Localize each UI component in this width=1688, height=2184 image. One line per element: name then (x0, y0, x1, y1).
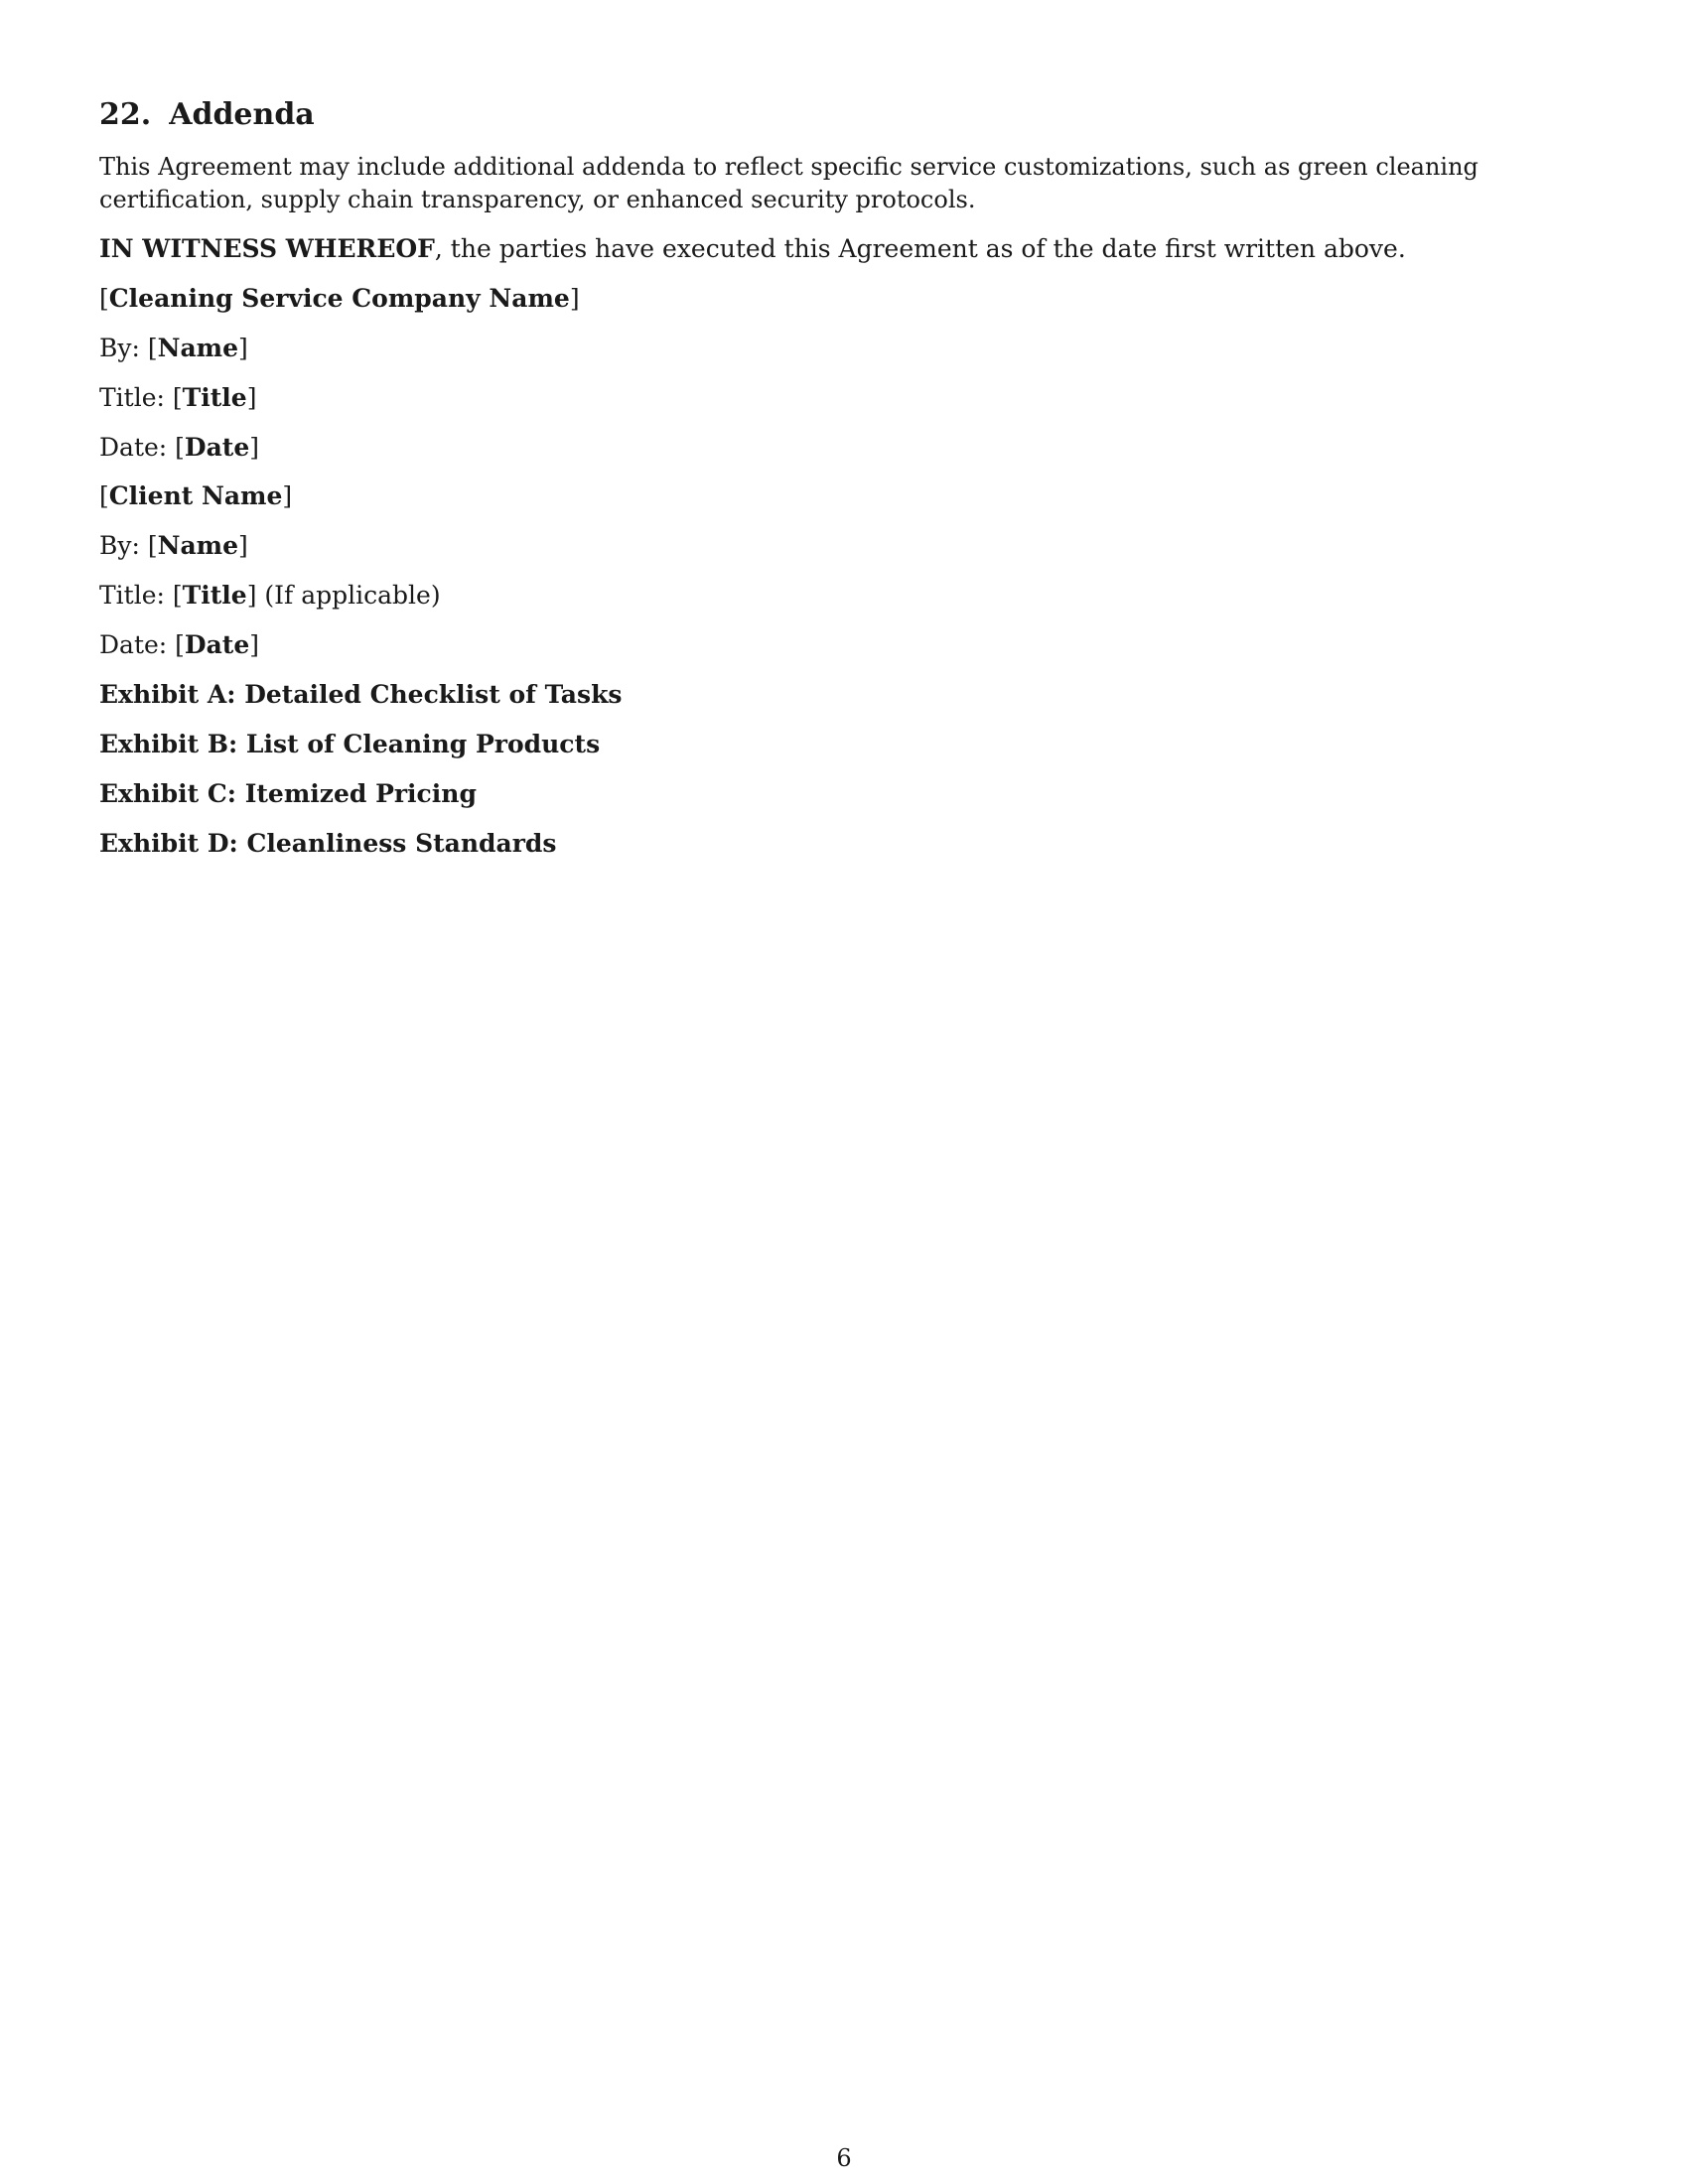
client-title-line: Title: [Title] (If applicable) (99, 581, 441, 610)
company-title-value: Title (182, 383, 247, 412)
exhibit-a: Exhibit A: Detailed Checklist of Tasks (99, 680, 623, 709)
client-by-line: By: [Name] (99, 531, 248, 560)
addenda-paragraph: This Agreement may include additional addenda to reflect specific service customizations, such as green cleaning certification, supply chain transparency, or enhanced security protocols. (99, 153, 1478, 213)
company-title-line: Title: [Title] (99, 383, 257, 412)
company-name-line: [Cleaning Service Company Name] (99, 284, 580, 313)
page-number: 6 (836, 2144, 852, 2172)
client-date-label: Date: (99, 630, 168, 659)
exhibit-d: Exhibit D: Cleanliness Standards (99, 829, 557, 858)
client-title-note: (If applicable) (264, 581, 441, 610)
company-date-label: Date: (99, 433, 168, 462)
client-name: Client Name (108, 481, 283, 510)
exhibit-c: Exhibit C: Itemized Pricing (99, 779, 477, 808)
company-name: Cleaning Service Company Name (108, 284, 570, 313)
section-number: 22. (99, 97, 152, 132)
section-heading (99, 95, 315, 135)
section-title: Addenda (169, 97, 315, 132)
witness-rest: , the parties have executed this Agreement as of the date first written above. (434, 234, 1406, 263)
client-by-value: Name (157, 531, 239, 560)
client-title-value: Title (182, 581, 247, 610)
document-page (99, 0, 1599, 2184)
client-by-label: By: (99, 531, 140, 560)
witness-statement (99, 232, 1406, 266)
company-date-line: Date: [Date] (99, 433, 260, 462)
company-title-label: Title: (99, 383, 165, 412)
exhibit-b: Exhibit B: List of Cleaning Products (99, 730, 601, 758)
client-title-label: Title: (99, 581, 165, 610)
client-date-value: Date (184, 630, 250, 659)
client-date-line: Date: [Date] (99, 630, 260, 659)
company-by-value: Name (157, 334, 239, 362)
company-by-label: By: (99, 334, 140, 362)
witness-lead: IN WITNESS WHEREOF (99, 234, 435, 263)
company-date-value: Date (184, 433, 250, 462)
client-name-line: [Client Name] (99, 481, 293, 510)
company-by-line: By: [Name] (99, 334, 248, 362)
